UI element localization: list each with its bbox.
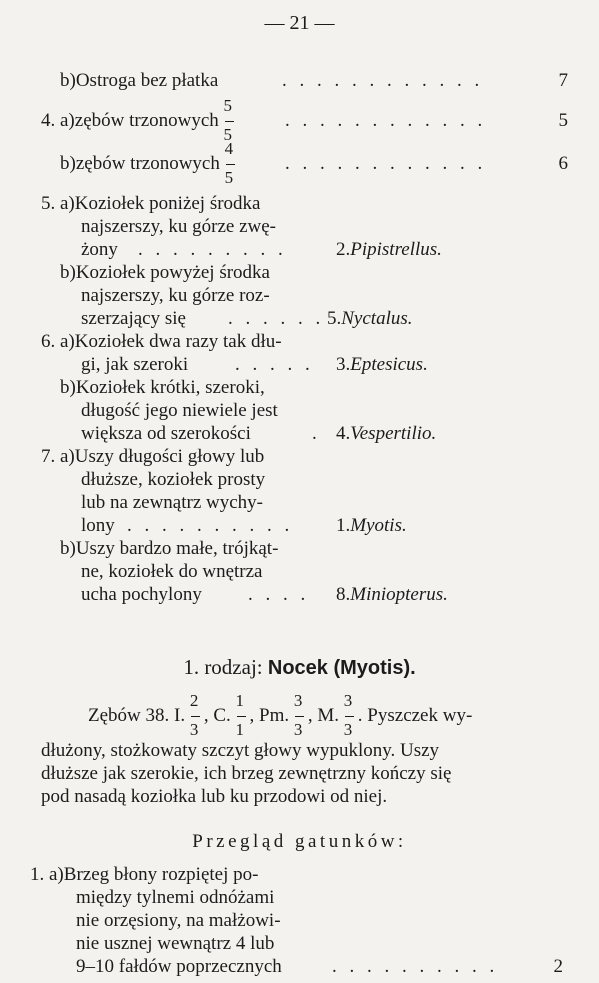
entry-label: b)	[60, 538, 76, 559]
dot-leader: . . . . . . . . . .	[332, 956, 499, 977]
genus-name: Vespertilio.	[350, 423, 437, 444]
molar-label: , M.	[307, 705, 340, 726]
genus-name: Myotis.	[350, 515, 407, 536]
dot-leader: . . . . . . . . .	[138, 239, 287, 260]
entry-line: gi, jak szeroki	[81, 354, 189, 375]
dot-leader: . . . . . .	[228, 308, 325, 329]
entry-line: między tylnemi odnóżami	[76, 887, 275, 908]
genus-name: Miniopterus.	[350, 584, 448, 605]
entry-text: zębów trzonowych	[75, 153, 220, 174]
entry-text: zębów trzonowych	[74, 110, 219, 131]
molar-fraction: $\frac{3}{3}$	[343, 691, 353, 739]
dot-leader: . . . . . . . . . . . .	[285, 110, 487, 131]
entry-line: Koziołek dwa razy tak dłu-	[74, 331, 282, 352]
entry-line: szerzający się	[81, 308, 186, 329]
key-entry-7a	[41, 446, 264, 468]
canine-label: , C.	[203, 705, 231, 726]
entry-line: długość jego niewiele jest	[81, 400, 278, 421]
key-entry-5a	[41, 193, 261, 215]
entry-result: 4.Vespertilio.	[336, 423, 437, 444]
entry-result: 5	[558, 110, 568, 131]
entry-label: 5. a)	[41, 193, 75, 214]
entry-result: 1.Myotis.	[336, 515, 407, 536]
entry-result: 3.Eptesicus.	[336, 354, 428, 375]
overview-title: Przegląd gatunków:	[192, 831, 407, 852]
entry-line: 9–10 fałdów poprzecznych	[76, 956, 282, 977]
entry-result: 8.Miniopterus.	[336, 584, 448, 605]
dot-leader: . . . . . . . . . . . .	[285, 153, 487, 174]
entry-result: 7	[558, 70, 568, 91]
entry-line: Koziołek poniżej środka	[74, 193, 261, 214]
species-key-1a	[30, 864, 258, 886]
entry-line: lub na zewnątrz wychy-	[81, 492, 264, 513]
key-entry-3b	[60, 70, 218, 92]
entry-line: ne, koziołek do wnętrza	[81, 561, 263, 582]
entry-line: żony	[81, 239, 118, 260]
entry-label: 4. a)	[41, 110, 75, 131]
entry-line: Uszy bardzo małe, trójkąt-	[75, 538, 279, 559]
dental-formula	[88, 691, 473, 739]
key-entry-6a	[41, 331, 282, 353]
entry-label: 1. a)	[30, 864, 64, 885]
entry-line: ucha pochylony	[81, 584, 202, 605]
tooth-fraction: $\frac{4}{5}$	[224, 139, 234, 187]
description-line: dłuższe jak szerokie, ich brzeg zewnętrzny kończy się	[41, 763, 452, 784]
tooth-fraction: $\frac{5}{5}$	[223, 96, 233, 144]
entry-label: 7. a)	[41, 446, 75, 467]
entry-label: b)	[60, 153, 76, 174]
entry-line: lony	[81, 515, 115, 536]
heading-genus: Nocek (Myotis).	[267, 657, 416, 679]
dot-leader: .	[312, 423, 321, 444]
genus-name: Eptesicus.	[350, 354, 428, 375]
entry-label: b)	[60, 262, 76, 283]
page-number: — 21 —	[264, 12, 335, 34]
dot-leader: . . . . .	[235, 354, 314, 375]
entry-label: b)	[60, 70, 76, 91]
premolar-fraction: $\frac{3}{3}$	[293, 691, 303, 739]
dot-leader: . . . . . . . . . .	[127, 515, 294, 536]
entry-line: dłuższe, koziołek prosty	[81, 469, 266, 490]
key-entry-4b	[60, 139, 237, 187]
entry-text: Ostroga bez płatka	[75, 70, 219, 91]
formula-tail: . Pyszczek wy-	[357, 705, 473, 726]
entry-line: większa od szerokości	[81, 423, 251, 444]
entry-line: Uszy długości głowy lub	[74, 446, 265, 467]
dot-leader: . . . . . . . . . . . .	[282, 70, 484, 91]
genus-name: Pipistrellus.	[350, 239, 442, 260]
genus-name: Nyctalus.	[341, 308, 413, 329]
key-entry-4a	[41, 96, 236, 144]
formula-lead: Zębów 38. I.	[88, 705, 186, 726]
genus-heading	[0, 655, 599, 680]
entry-label: 6. a)	[41, 331, 75, 352]
heading-prefix: 1. rodzaj:	[183, 655, 263, 679]
entry-line: najszerszy, ku górze roz-	[81, 285, 270, 306]
entry-result: 2	[553, 956, 563, 977]
entry-line: Koziołek powyżej środka	[75, 262, 270, 283]
description-line: pod nasadą koziołka lub ku przodowi od niej.	[41, 786, 388, 807]
entry-result: 2.Pipistrellus.	[336, 239, 442, 260]
premolar-label: , Pm.	[249, 705, 290, 726]
entry-line: nie orzęsiony, na małżowi-	[76, 910, 281, 931]
entry-line: nie usznej wewnątrz 4 lub	[76, 933, 275, 954]
entry-line: najszerszy, ku górze zwę-	[81, 216, 277, 237]
key-entry-6b	[60, 377, 265, 399]
entry-result: 5.Nyctalus.	[327, 308, 413, 329]
entry-label: b)	[60, 377, 76, 398]
dot-leader: . . . .	[248, 584, 310, 605]
entry-result: 6	[558, 153, 568, 174]
description-line: dłużony, stożkowaty szczyt głowy wypuklony. Uszy	[41, 740, 440, 761]
key-entry-7b	[60, 538, 278, 560]
entry-line: Koziołek krótki, szeroki,	[75, 377, 265, 398]
key-entry-5b	[60, 262, 270, 284]
entry-line: Brzeg błony rozpiętej po-	[63, 864, 259, 885]
canine-fraction: $\frac{1}{1}$	[235, 691, 245, 739]
incisor-fraction: $\frac{2}{3}$	[189, 691, 199, 739]
